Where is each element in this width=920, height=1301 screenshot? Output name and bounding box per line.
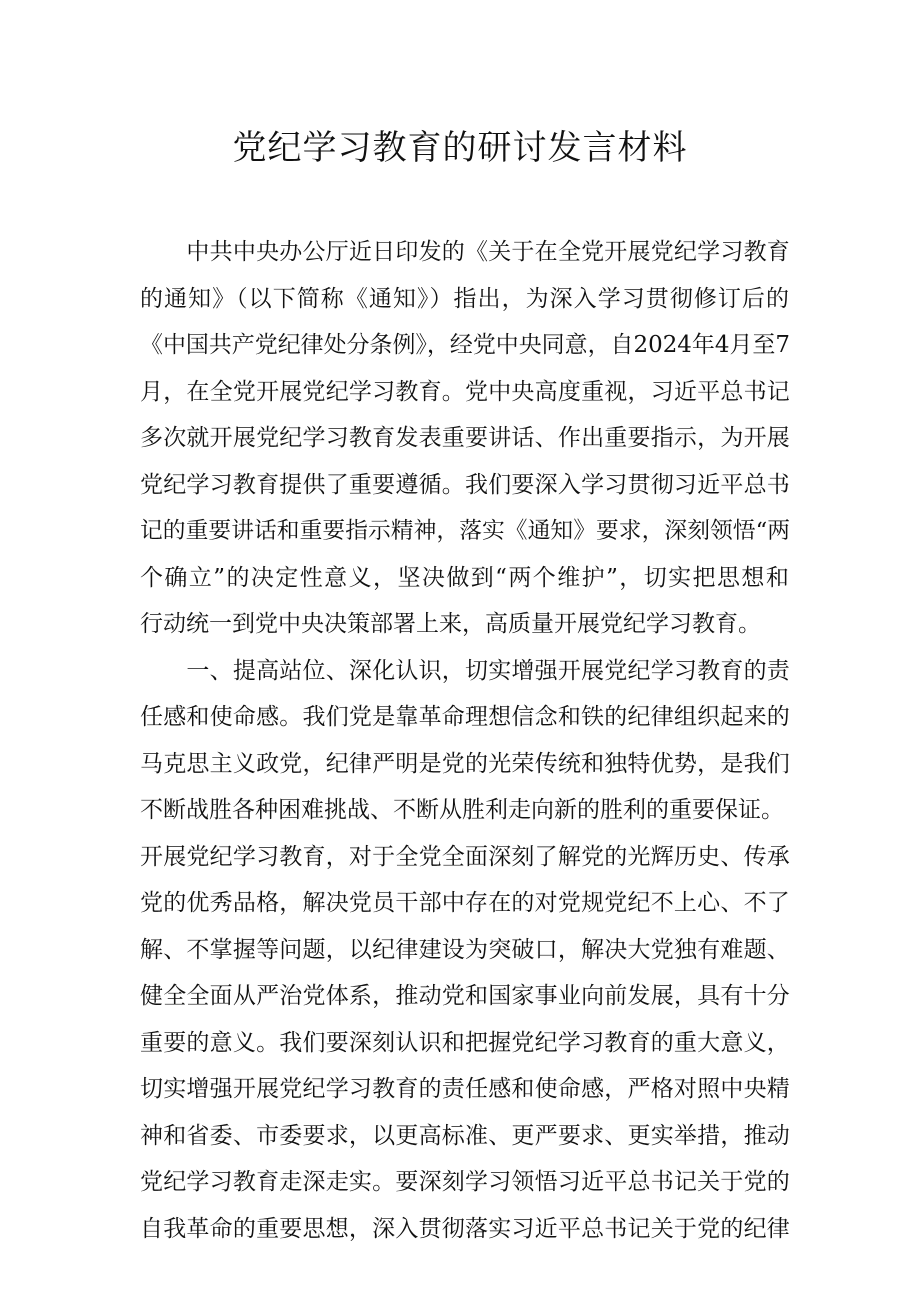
document-body: [140, 229, 790, 1252]
body-line: 党的优秀品格，解决党员干部中存在的对党规党纪不上心、不了: [140, 890, 790, 916]
body-line: 《中国共产党纪律处分条例》，经党中央同意，自2024年4月至7: [140, 332, 790, 358]
body-line: 开展党纪学习教育，对于全党全面深刻了解党的光辉历史、传承: [140, 843, 790, 870]
body-line: 中共中央办公厅近日印发的《关于在全党开展党纪学习教育: [140, 239, 790, 265]
body-line: 行动统一到党中央决策部署上来，高质量开展党纪学习教育。: [140, 611, 761, 637]
body-line: 月，在全党开展党纪学习教育。党中央高度重视，习近平总书记: [140, 378, 790, 405]
body-line: 党纪学习教育提供了重要遵循。我们要深入学习贯彻习近平总书: [140, 471, 790, 498]
document-title: 党纪学习教育的研讨发言材料: [232, 128, 688, 168]
body-line: 解、不掌握等问题，以纪律建设为突破口，解决大党独有难题、: [140, 936, 790, 963]
body-line: 不断战胜各种困难挑战、不断从胜利走向新的胜利的重要保证。: [140, 797, 784, 823]
body-line: 马克思主义政党，纪律严明是党的光荣传统和独特优势，是我们: [140, 750, 790, 777]
body-line: 党纪学习教育走深走实。要深刻学习领悟习近平总书记关于党的: [140, 1169, 790, 1195]
body-line: 一、提高站位、深化认识，切实增强开展党纪学习教育的责: [140, 657, 790, 684]
body-line: 多次就开展党纪学习教育发表重要讲话、作出重要指示，为开展: [140, 425, 790, 451]
body-line: 切实增强开展党纪学习教育的责任感和使命感，严格对照中央精: [140, 1076, 790, 1102]
body-line: 记的重要讲话和重要指示精神，落实《通知》要求，深刻领悟“两: [140, 518, 791, 544]
body-line: 任感和使命感。我们党是靠革命理想信念和铁的纪律组织起来的: [140, 704, 790, 730]
body-line: 健全全面从严治党体系，推动党和国家事业向前发展，具有十分: [140, 983, 790, 1009]
body-line: 的通知》（以下简称《通知》）指出，为深入学习贯彻修订后的: [140, 285, 790, 312]
body-line: 重要的意义。我们要深刻认识和把握党纪学习教育的重大意义，: [140, 1029, 790, 1056]
body-line: 神和省委、市委要求，以更高标准、更严要求、更实举措，推动: [140, 1122, 790, 1149]
body-line: 自我革命的重要思想，深入贯彻落实习近平总书记关于党的纪律: [140, 1215, 790, 1242]
body-line: 个确立”的决定性意义，坚决做到“两个维护”，切实把思想和: [140, 564, 791, 591]
